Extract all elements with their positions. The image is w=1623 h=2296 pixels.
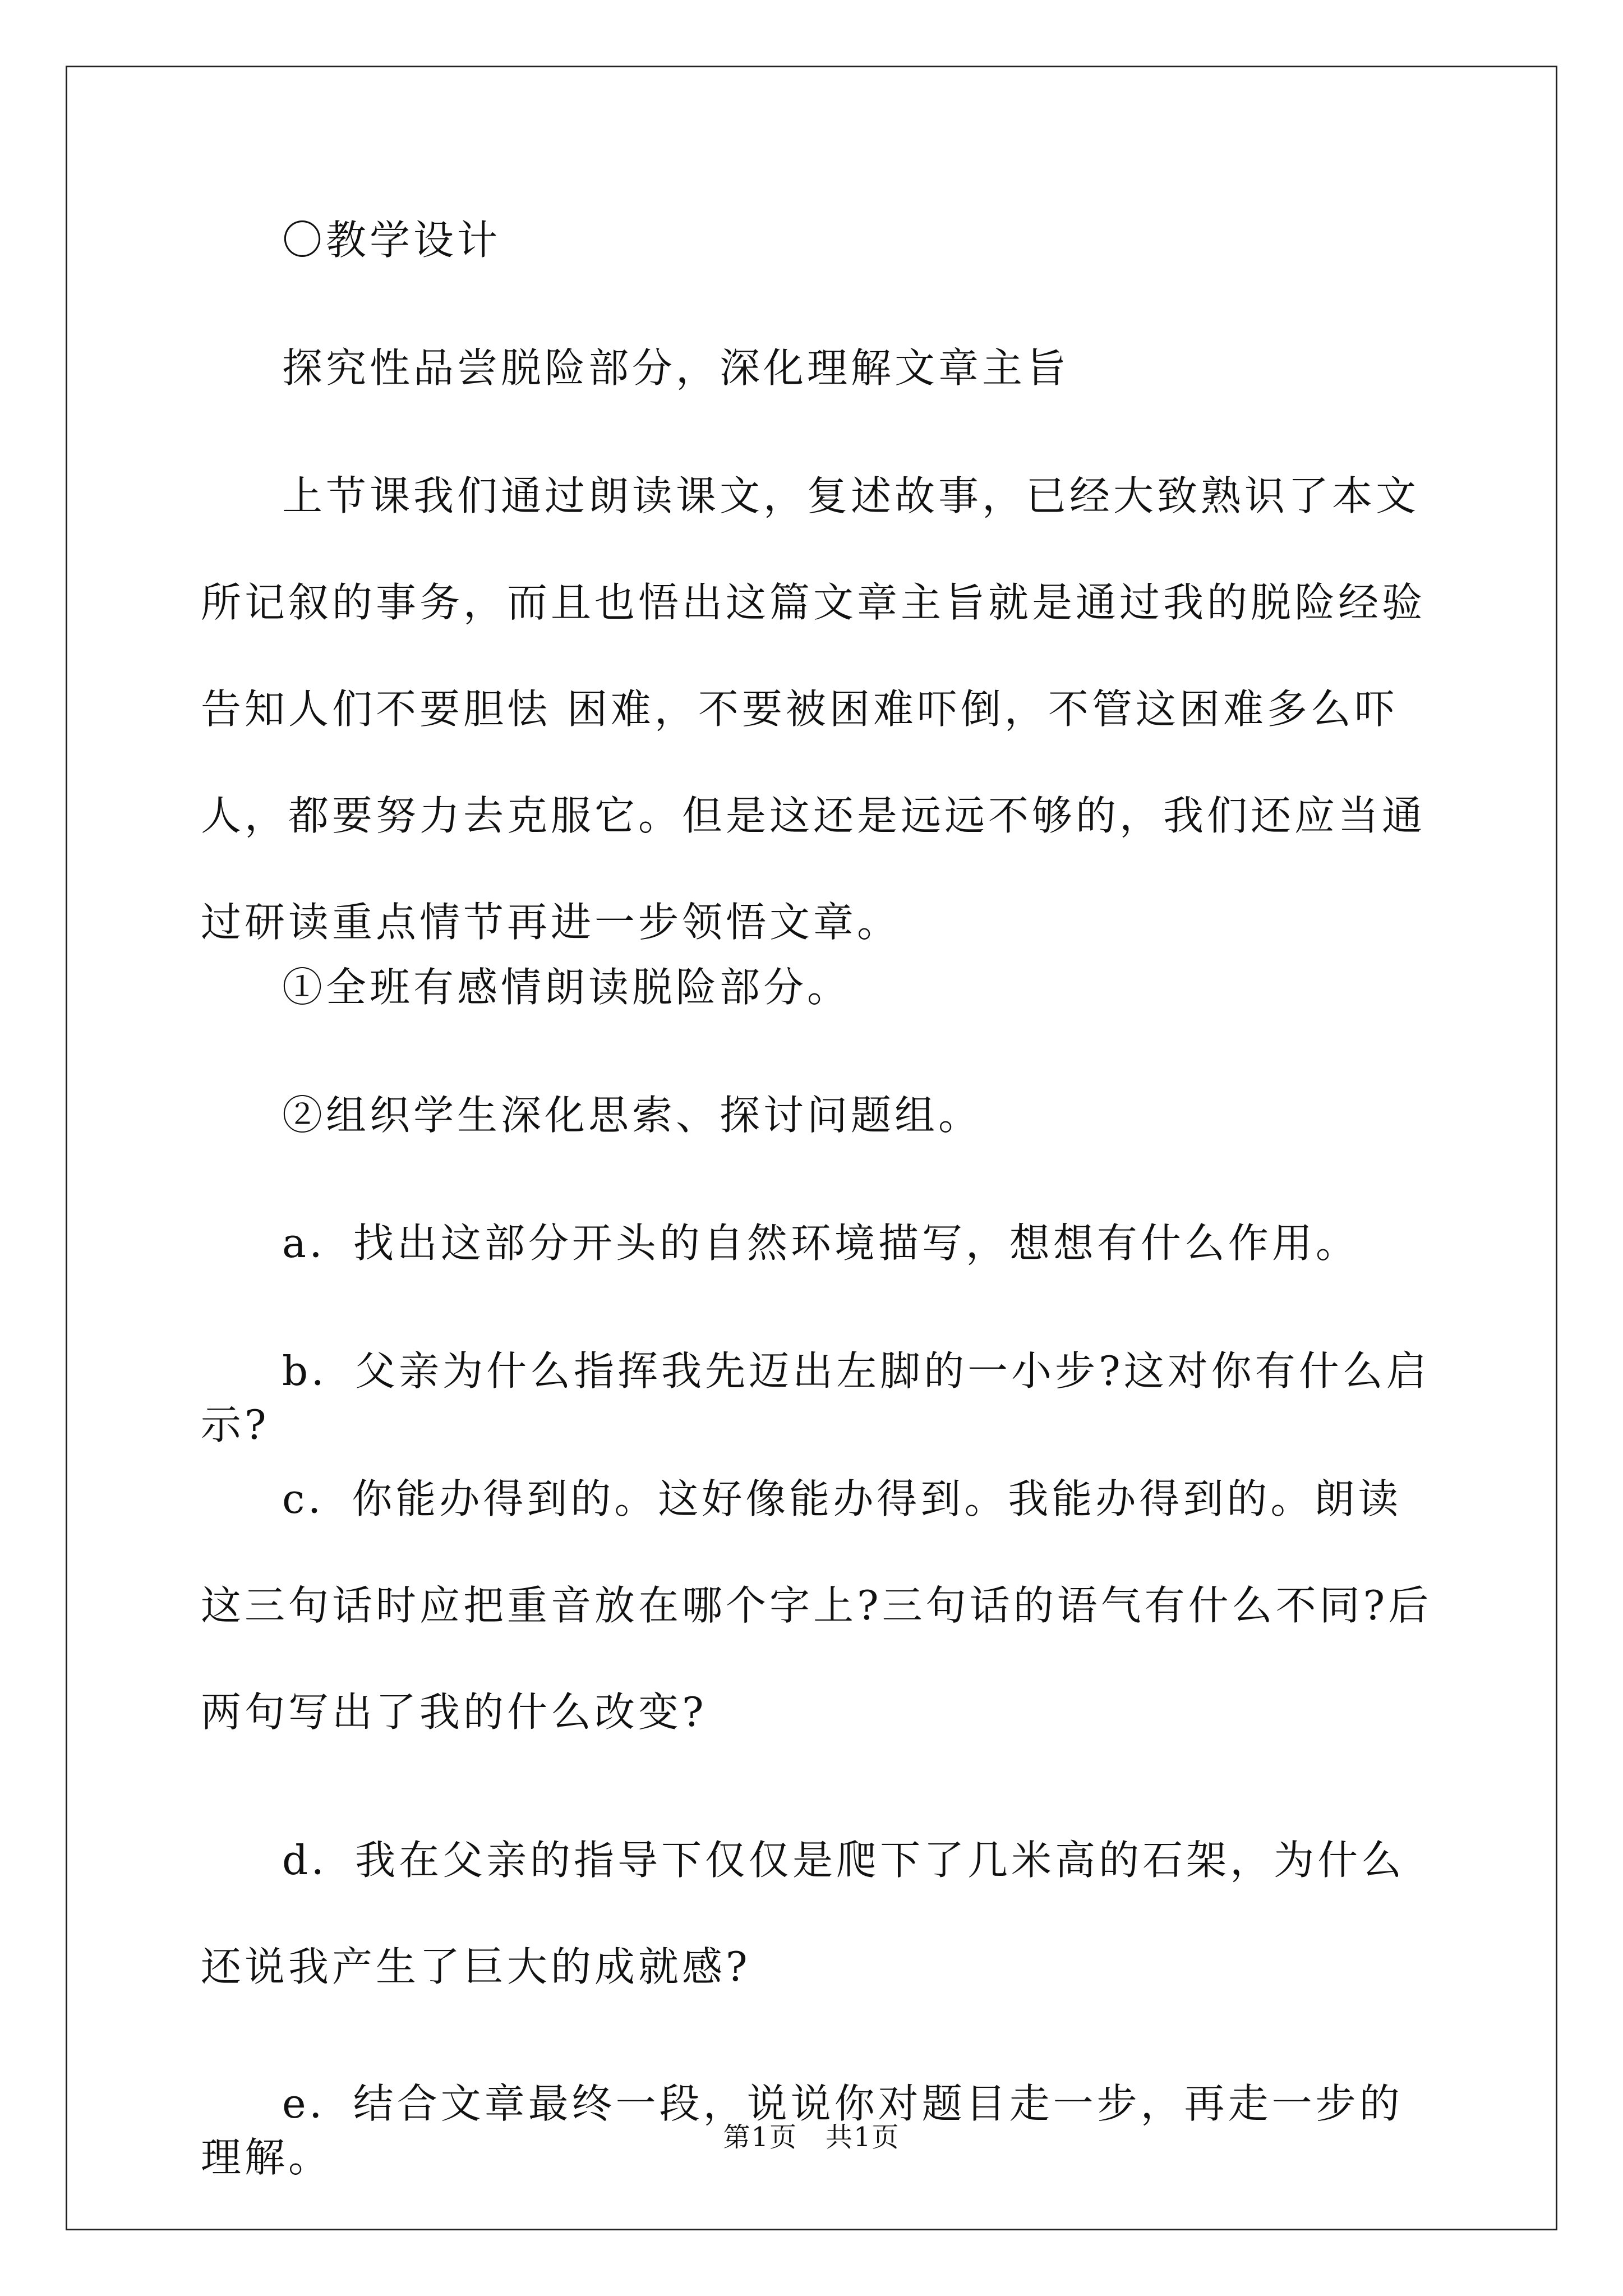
- question-e: e．结合文章最终一段，说说你对题目走一步，再走一步的理解。: [201, 2080, 1403, 2181]
- subsection-heading: 探究性品尝脱险部分，深化理解文章主旨: [282, 344, 1070, 392]
- question-d: d．我在父亲的指导下仅仅是爬下了几米高的石架，为什么还说我产生了巨大的成就感?: [201, 1837, 1405, 1990]
- question-a: a．找出这部分开头的自然环境描写，想想有什么作用。: [282, 1220, 1359, 1267]
- list-item-1: ①全班有感情朗读脱险部分。: [282, 964, 851, 1011]
- list-item-2: ②组织学生深化思索、探讨问题组。: [282, 1092, 983, 1139]
- question-c: c．你能办得到的。这好像能办得到。我能办得到的。朗读这三句话时应把重音放在哪个字上?三句话的语气有什么不同?后两句写出了我的什么改变?: [201, 1475, 1432, 1736]
- section-heading: 〇教学设计: [282, 217, 501, 264]
- question-b: b．父亲为什么指挥我先迈出左脚的一小步?这对你有什么启示?: [201, 1347, 1430, 1448]
- page-number: 第1页: [723, 2122, 797, 2153]
- page-total: 共1页: [826, 2122, 900, 2153]
- intro-paragraph: 上节课我们通过朗读课文，复述故事，已经大致熟识了本文所记叙的事务，而且也悟出这篇文章主旨就是通过我的脱险经验告知人们不要胆怯 困难，不要被困难吓倒，不管这困难多么吓人，都要努力去克服它。但是这还是远远不够的，我们还应当通过研读重点情节再进一步领悟文章。: [201, 472, 1426, 946]
- page-footer: [0, 2120, 1623, 2154]
